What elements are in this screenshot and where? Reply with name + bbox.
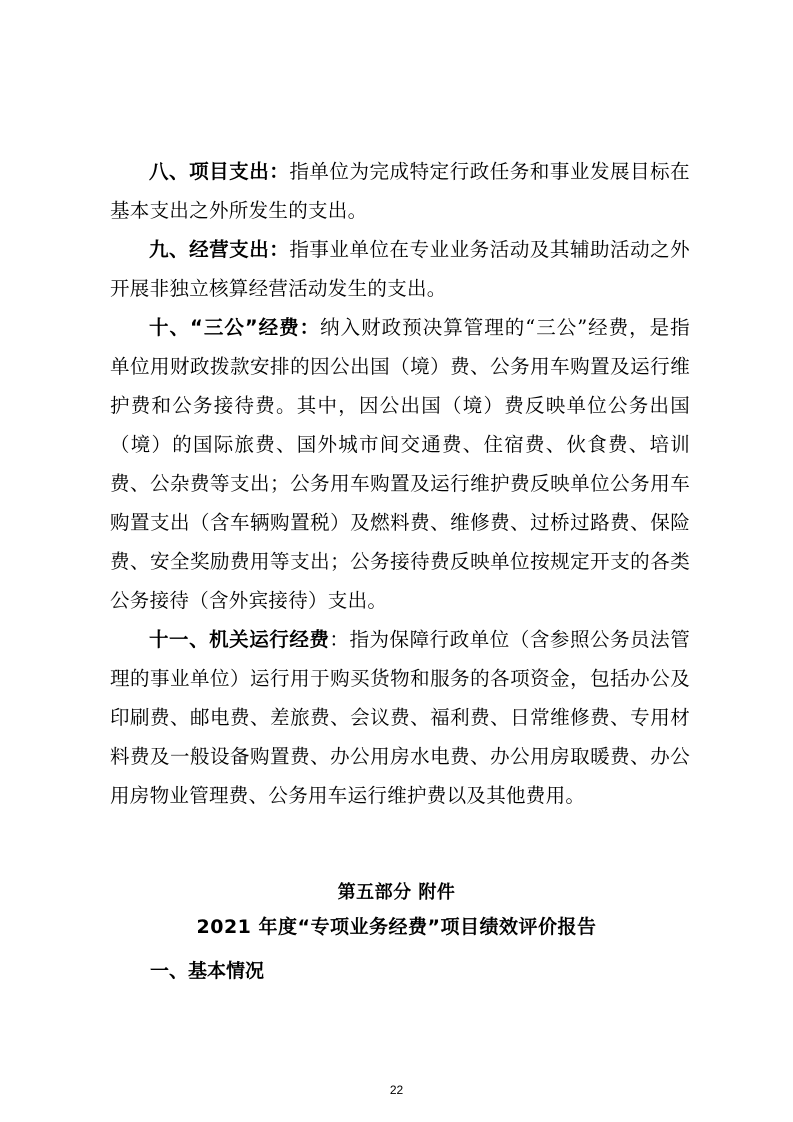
definition-agency-operating-expenses: ：指为保障行政单位（含参照公务员法管理的事业单位）运行用于购买货物和服务的各项资金，包括办公及印刷费、邮电费、差旅费、会议费、福利费、日常维修费、专用材料费及一般设备购置费、办公用房水电费、办公用房取暖费、办公用房物业管理费、公务用车运行维护费以及其他费用。 (110, 628, 691, 807)
section-heading: 一、基本情况 (150, 960, 265, 982)
body-text (110, 152, 690, 815)
paragraph-agency-operating-expenses (110, 620, 690, 815)
definition-three-public-expenses: 纳入财政预决算管理的“三公”经费，是指单位用财政拨款安排的因公出国（境）费、公务用车购置及运行维护费和公务接待费。其中，因公出国（境）费反映单位公务出国（境）的国际旅费、国外城市间交通费、住宿费、伙食费、培训费、公杂费等支出；公务用车购置及运行维护费反映单位公务用车购置支出（含车辆购置税）及燃料费、维修费、过桥过路费、保险费、安全奖励费用等支出；公务接待费反映单位按规定开支的各类公务接待（含外宾接待）支出。 (110, 316, 690, 612)
term-operating-expenditure: 九、经营支出： (149, 238, 290, 261)
term-three-public-expenses: 十、“三公”经费： (149, 316, 321, 339)
page-number: 22 (389, 1083, 404, 1097)
term-agency-operating-expenses: 十一、机关运行经费 (149, 628, 330, 651)
paragraph-project-expenditure (110, 152, 690, 230)
report-title: 2021 年度“专项业务经费”项目绩效评价报告 (196, 916, 597, 938)
paragraph-operating-expenditure (110, 230, 690, 308)
definition-operating-expenditure: 指事业单位在专业业务活动及其辅助活动之外开展非独立核算经营活动发生的支出。 (110, 238, 690, 300)
part-title: 第五部分 附件 (337, 882, 456, 903)
paragraph-three-public-expenses (110, 308, 690, 620)
definition-project-expenditure: 指单位为完成特定行政任务和事业发展目标在基本支出之外所发生的支出。 (110, 160, 690, 222)
term-project-expenditure: 八、项目支出： (149, 160, 290, 183)
